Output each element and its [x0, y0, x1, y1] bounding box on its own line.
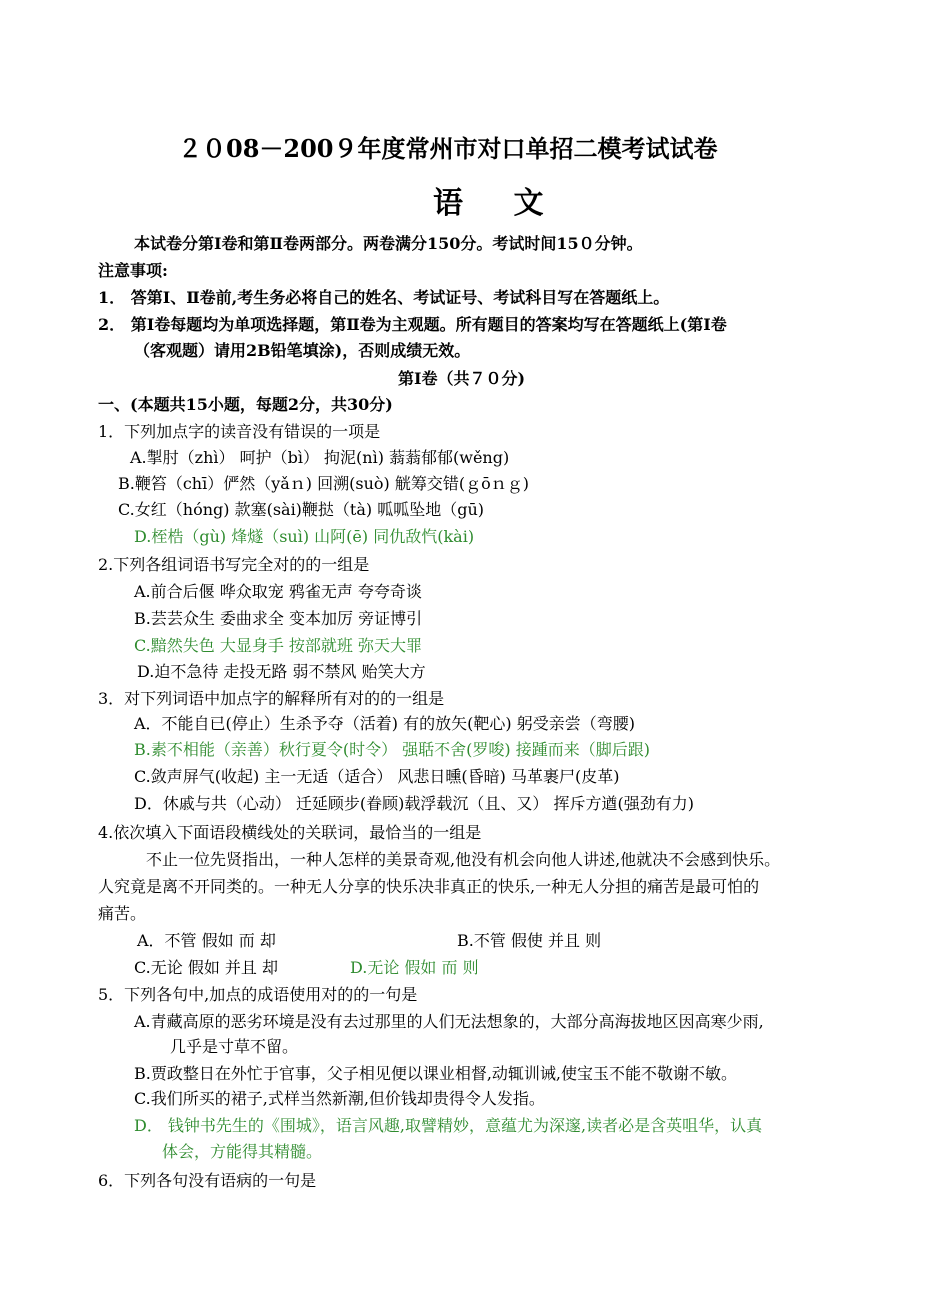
- q2-option-d: D.迫不急待 走投无路 弱不禁风 贻笑大方: [137, 662, 426, 681]
- q4-option-d: D.无论 假如 而 则: [350, 958, 479, 977]
- q5-option-d-line-2: 体会，方能得其精髓。: [162, 1142, 323, 1161]
- q3-stem: 3．对下列词语中加点字的解释所有对的的一组是: [98, 689, 445, 708]
- q5-option-d-line-1: D． 钱钟书先生的《围城》，语言风趣,取譬精妙，意蕴尤为深邃,读者必是含英咀华，认真: [134, 1116, 763, 1135]
- note-2-line-1: 2． 第Ⅰ卷每题均为单项选择题，第Ⅱ卷为主观题。所有题目的答案均写在答题纸上(第Ⅰ卷: [98, 315, 727, 334]
- q1-option-a: A.掣肘（zhì） 呵护（bì） 拘泥(nì) 蓊蓊郁郁(wěng): [130, 448, 510, 467]
- q5-stem: 5．下列各句中,加点的成语使用对的的一句是: [98, 985, 418, 1004]
- q2-option-a: A.前合后偃 哗众取宠 鸦雀无声 夸夸奇谈: [134, 582, 422, 601]
- q4-option-b: B.不管 假使 并且 则: [457, 931, 602, 950]
- q5-option-c: C.我们所买的裙子,式样当然新潮,但价钱却贵得令人发指。: [134, 1089, 545, 1108]
- q4-passage-line-2: 人究竟是离不开同类的。一种无人分享的快乐决非真正的快乐,一种无人分担的痛苦是最可怕的: [98, 877, 760, 896]
- q5-option-a-line-1: A.青藏高原的恶劣环境是没有去过那里的人们无法想象的，大部分高海拔地区因高寒少雨,: [134, 1012, 764, 1031]
- q3-option-a: A．不能自已(停止）生杀予夺（活着) 有的放矢(靶心) 躬受亲尝（弯腰): [134, 714, 635, 733]
- q4-passage-line-3: 痛苦。: [98, 904, 147, 923]
- q1-option-c: C.女红（hóng) 款塞(sài)鞭挞（tà) 呱呱坠地（gū): [118, 500, 485, 519]
- q5-option-a-line-2: 几乎是寸草不留。: [170, 1037, 299, 1056]
- q4-passage-line-1: 不止一位先贤指出，一种人怎样的美景奇观,他没有机会向他人讲述,他就决不会感到快乐。: [146, 850, 781, 869]
- section-one-title: 一、(本题共15小题，每题2分，共30分): [98, 395, 393, 414]
- exam-description: 本试卷分第Ⅰ卷和第Ⅱ卷两部分。两卷满分150分。考试时间15０分钟。: [134, 234, 643, 253]
- q3-option-c: C.敛声屏气(收起) 主一无适（适合） 风悲日曛(昏暗) 马革裹尸(皮革): [134, 767, 620, 786]
- q4-stem: 4.依次填入下面语段横线处的关联词，最恰当的一组是: [98, 823, 482, 842]
- q1-option-b: B.鞭笞（chī）俨然（yǎｎ) 回溯(suò) 觥筹交错(ｇōｎｇ): [118, 474, 529, 493]
- q1-stem: 1．下列加点字的读音没有错误的一项是: [98, 422, 381, 441]
- q2-option-b: B.芸芸众生 委曲求全 变本加厉 旁证博引: [134, 609, 423, 628]
- part-one-heading: 第Ⅰ卷（共７０分): [398, 369, 526, 388]
- note-1: 1． 答第Ⅰ、Ⅱ卷前,考生务必将自己的姓名、考试证号、考试科目写在答题纸上。: [98, 288, 670, 307]
- q1-option-d: D.桎梏（gù) 烽燧（suì) 山阿(ē) 同仇敌忾(kài): [134, 527, 475, 546]
- q2-stem: 2.下列各组词语书写完全对的的一组是: [98, 555, 370, 574]
- note-2-line-2: （客观题）请用2B铅笔填涂)，否则成绩无效。: [134, 341, 471, 360]
- q5-option-b: B.贾政整日在外忙于官事，父子相见便以课业相督,动辄训诫,使宝玉不能不敬谢不敏。: [134, 1064, 738, 1083]
- q2-option-c: C.黯然失色 大显身手 按部就班 弥天大罪: [134, 636, 423, 655]
- subject-heading: 语 文: [433, 186, 564, 221]
- q3-option-b: B.素不相能（亲善）秋行夏令(时令） 强聒不舍(罗唆) 接踵而来（脚后跟): [134, 740, 650, 759]
- q4-option-a: A．不管 假如 而 却: [137, 931, 276, 950]
- notes-title: 注意事项:: [98, 261, 168, 280]
- q6-stem: 6．下列各句没有语病的一句是: [98, 1171, 317, 1190]
- q4-option-c: C.无论 假如 并且 却: [134, 958, 279, 977]
- exam-title: ２０08－200９年度常州市对口单招二模考试试卷: [178, 134, 718, 163]
- q3-option-d: D．休戚与共（心动） 迁延顾步(眷顾)载浮载沉（且、又） 挥斥方遒(强劲有力): [134, 794, 694, 813]
